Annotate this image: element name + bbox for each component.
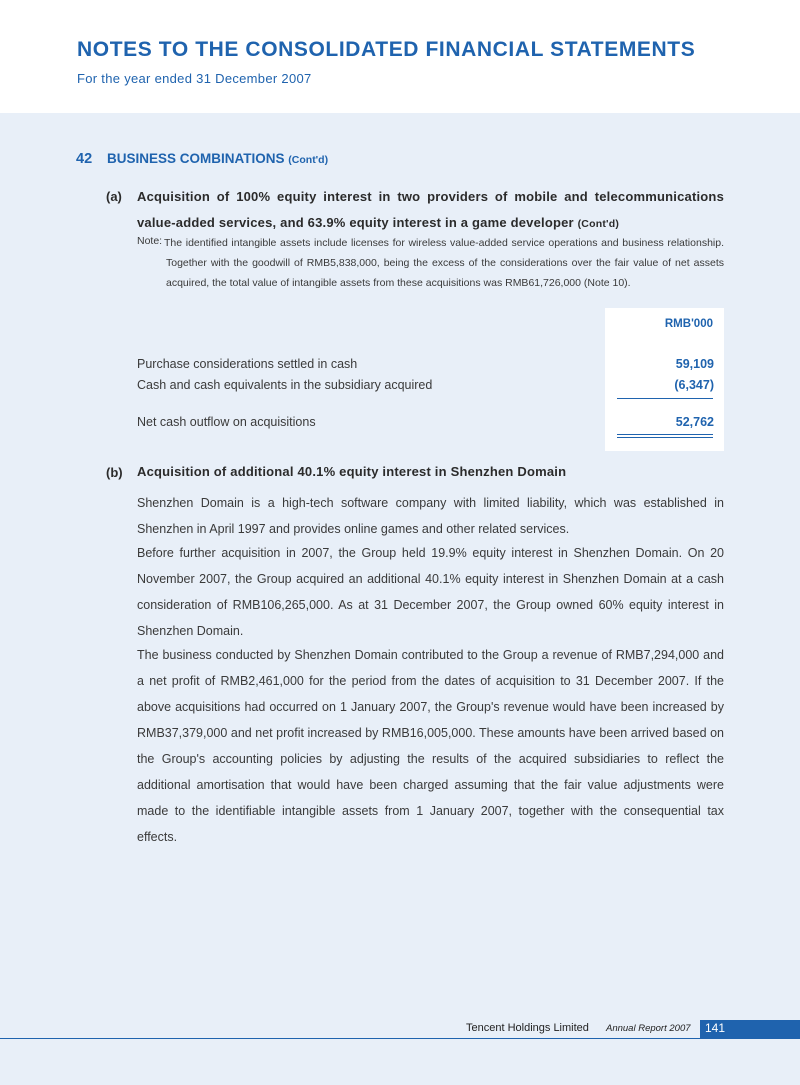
table-row-label-net: Net cash outflow on acquisitions: [137, 415, 316, 429]
subtotal-rule: [617, 398, 713, 399]
table-row-label-cash: Cash and cash equivalents in the subsidiary acquired: [137, 378, 433, 392]
note-label: Note:: [137, 235, 163, 247]
total-rule-bottom: [617, 437, 713, 438]
section-title: [107, 151, 328, 166]
note-text: The identified intangible assets include licenses for wireless value-added service operations and business relationship. Together with the goodwill of RMB5,838,000, being the excess of the considerations over the fair value of net assets acquired, the total value of intangible assets from these acquisitions was RMB61,726,000 (Note 10).: [164, 237, 724, 289]
table-row-value-cash: (6,347): [674, 378, 714, 392]
page-number: 141: [705, 1021, 726, 1035]
section-title-text: BUSINESS COMBINATIONS: [107, 151, 285, 166]
subsection-b-title: Acquisition of additional 40.1% equity interest in Shenzhen Domain: [137, 464, 567, 479]
table-row-label-purchase: Purchase considerations settled in cash: [137, 357, 358, 371]
paragraph-3: The business conducted by Shenzhen Domain contributed to the Group a revenue of RMB7,294,000 and a net profit of RMB2,461,000 for the period from the dates of acquisition to 31 December 2007. If the above acquisitions had occurred on 1 January 2007, the Group's revenue would have been increased by RMB37,379,000 and net profit increased by RMB16,005,000. These amounts have been arrived based on the Group's accounting policies by adjusting the results of the acquired subsidiaries to reflect the additional amortisation that would have been charged assuming that the fair value adjustments were made to the identifiable intangible assets from 1 January 2007, together with the consequential tax effects.: [137, 648, 724, 844]
table-row-value-net: 52,762: [675, 415, 714, 429]
page-subtitle: For the year ended 31 December 2007: [77, 71, 312, 86]
table-column-header: RMB'000: [664, 318, 713, 330]
subsection-a-title: [137, 184, 724, 237]
subsection-a-title-text: Acquisition of 100% equity interest in two providers of mobile and telecommunications value-added services, and 63.9% equity interest in a game developer: [137, 189, 724, 230]
paragraph-2: Before further acquisition in 2007, the Group held 19.9% equity interest in Shenzhen Domain. On 20 November 2007, the Group acquired an additional 40.1% equity interest in Shenzhen Domain at a cash consideration of RMB106,265,000. As at 31 December 2007, the Group owned 60% equity interest in Shenzhen Domain.: [137, 546, 724, 638]
footer-rule: [0, 1038, 800, 1039]
subsection-a-contd: (Cont'd): [577, 218, 620, 230]
total-rule-top: [617, 434, 713, 435]
section-number: 42: [76, 151, 93, 167]
section-contd: (Cont'd): [288, 154, 329, 166]
table-row-value-purchase: 59,109: [675, 357, 714, 371]
footer-company: Tencent Holdings Limited: [466, 1022, 589, 1034]
paragraph-1: Shenzhen Domain is a high-tech software company with limited liability, which was established in Shenzhen in April 1997 and provides online games and other related services.: [137, 496, 724, 536]
subsection-b-label: (b): [106, 465, 123, 480]
page-header: [0, 0, 800, 113]
page-title: NOTES TO THE CONSOLIDATED FINANCIAL STATEMENTS: [77, 38, 696, 61]
subsection-a-label: (a): [106, 189, 122, 204]
footer-report: Annual Report 2007: [606, 1023, 691, 1034]
